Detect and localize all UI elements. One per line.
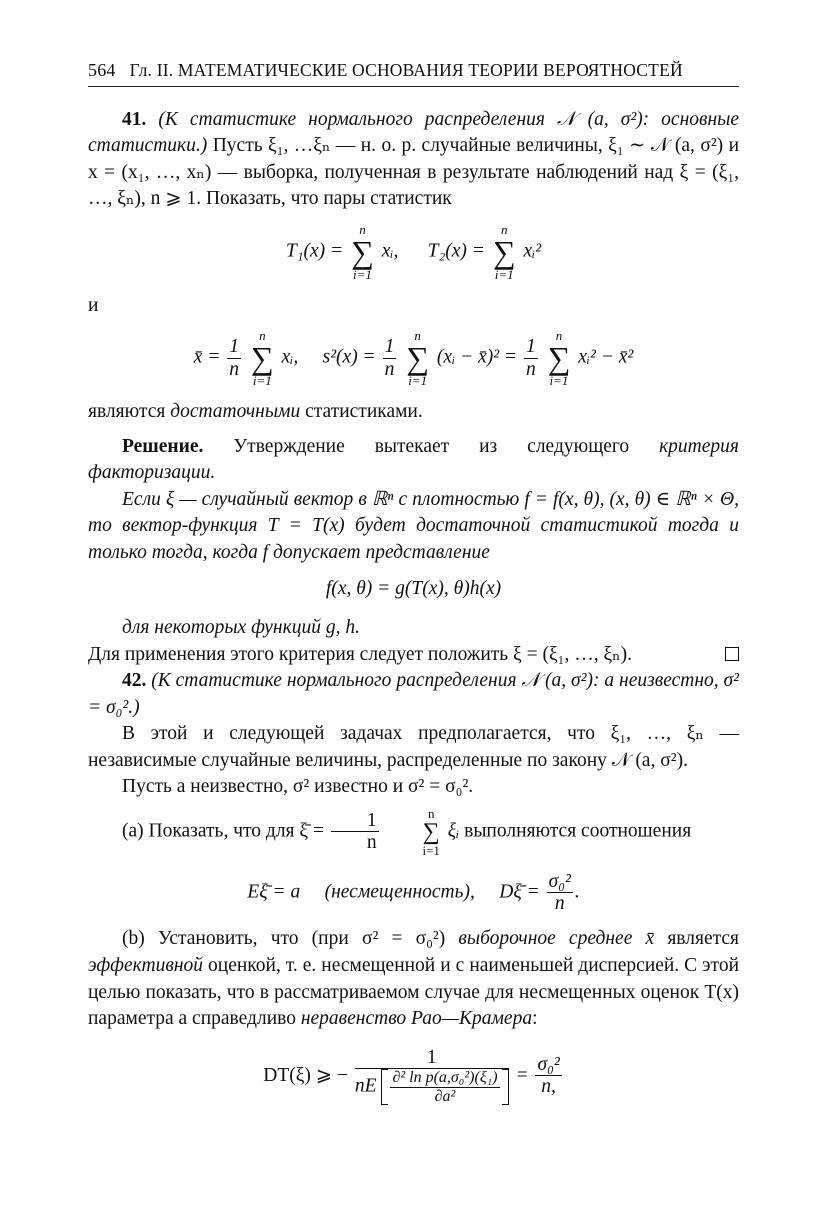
solution-final: [88, 642, 739, 669]
solution-emphasis: критерия факторизации.: [88, 435, 739, 484]
rao-cramer-left: DT(ξ) ⩾ −: [263, 1064, 349, 1086]
formula-t1-term: xᵢ,: [381, 240, 399, 262]
part-b-text-2: является: [654, 928, 739, 950]
formula-mean-variance: [88, 329, 739, 387]
fraction-denominator: [355, 1069, 509, 1105]
formula-t2-term: xᵢ²: [523, 240, 542, 262]
qed-square-icon: [725, 647, 739, 661]
sum-lower-limit: i=1: [252, 373, 272, 389]
conclusion-text: являются: [88, 401, 171, 423]
problem-41-conclusion: [88, 399, 739, 426]
solution-label: Решение.: [122, 435, 204, 457]
log-derivative-fraction: [390, 1069, 499, 1105]
fraction-sigma-over-n: [535, 1054, 561, 1098]
sum-symbol-4: n ∑ i=1: [406, 328, 430, 389]
fraction-numerator: σ₀²: [537, 1053, 560, 1075]
fraction-numerator: σ₀²: [548, 870, 571, 892]
conclusion-emphasis: достаточными: [170, 401, 301, 423]
conclusion-text-end: статистиками.: [300, 401, 423, 423]
fraction-denominator: ∂a²: [434, 1087, 456, 1105]
expectation-bracket: [381, 1069, 508, 1105]
relations-formula: Eξ̄ = a (несмещенность), Dξ̄ = $\frac{\text{σ₀²}}{n}$ .: [247, 870, 580, 915]
sum-upper-limit: n: [427, 805, 435, 821]
rao-cramer-den-prefix: nE: [354, 1075, 377, 1097]
sum-symbol-1: n ∑ i=1: [351, 221, 374, 282]
problem-42-part-a: [88, 807, 739, 857]
rao-cramer-formula: [88, 1047, 739, 1106]
unbiasedness-note: (несмещенность),: [324, 881, 475, 902]
fraction-1-over-n: [331, 810, 379, 854]
sum-upper-limit: n: [414, 328, 421, 344]
fraction-1-over-n: [227, 336, 241, 380]
part-b-text-1: (b) Установить, что (при σ² = σ₀²): [122, 928, 459, 950]
problem-41-text: Пусть ξ₁, …ξₙ — н. о. р. случайные величины, ξ₁ ∼ 𝒩 (a, σ²) и x = (x₁, …, xₙ) — выборка, полученная в результате наблюдений над ξ = (ξ₁, …, ξₙ), n ⩾ 1. Показать, что пары статистик: [88, 135, 740, 210]
solution-final-text: Для применения этого критерия следует положить ξ = (ξ₁, …, ξₙ).: [88, 643, 632, 665]
problem-42-part-b: [88, 926, 739, 1032]
fraction-numerator: 1: [229, 336, 240, 358]
sum-upper-limit: n: [359, 221, 366, 237]
fraction-denominator: n: [525, 358, 536, 380]
fraction-numerator: 1: [355, 1047, 509, 1069]
rao-cramer-eq: =: [515, 1064, 529, 1086]
part-b-emphasis-2: эффективной: [88, 954, 204, 976]
problem-41-number: 41.: [122, 108, 147, 130]
formula-t1-label: T₁(x) =: [285, 240, 344, 262]
factorization-criterion: Если ξ — случайный вектор в ℝⁿ с плотностью f = f(x, θ), (x, θ) ∈ ℝⁿ × Θ, то вектор-функция T = T(x) будет достаточной статистикой тогда и только тогда, когда f допускает представление: [88, 488, 739, 563]
fraction-denominator: n: [366, 832, 377, 854]
part-b-text-3: оценкой, т. е. несмещенной и с наименьшей дисперсией. С этой целью показать, что в рассматриваемом случае для несмещенных оценок T(x) параметра a справедливо: [88, 954, 739, 1030]
formula-variance-label: s²(x) =: [322, 346, 376, 368]
fraction-numerator: 1: [525, 336, 536, 358]
part-a-text-end: выполняются соотношения: [464, 820, 692, 842]
sum-lower-limit: i=1: [549, 373, 569, 389]
problem-42-condition: Пусть a неизвестно, σ² известно и σ² = σ₀².: [122, 776, 474, 798]
solution-intro: [88, 434, 739, 487]
fraction-denominator: n: [384, 358, 395, 380]
part-b-emphasis-1: выборочное среднее x̄: [458, 928, 655, 950]
running-header: [88, 58, 739, 87]
sum-lower-limit: i=1: [422, 842, 440, 858]
expectation-relation: Eξ̄ = a: [247, 881, 301, 902]
page-number: 564: [88, 60, 116, 80]
sum-upper-limit: n: [259, 328, 266, 344]
problem-42-assumption: В этой и следующей задачах предполагается, что ξ₁, …, ξₙ — независимые случайные величины, распределенные по закону 𝒩 (a, σ²).: [88, 723, 739, 771]
problem-42-statement: [88, 668, 739, 721]
fraction-denominator: n,: [541, 1076, 556, 1098]
formula-t2-label: T₂(x) =: [427, 240, 485, 262]
part-a-text: (a) Показать, что для ξ̄ =: [122, 820, 324, 842]
problem-42-number: 42.: [122, 670, 147, 692]
fraction-denominator: n: [554, 893, 565, 915]
criterion-tail: для некоторых функций g, h.: [122, 616, 360, 638]
fraction-1-over-n: [524, 336, 538, 380]
solution-text: Утверждение вытекает из следующего: [203, 435, 660, 457]
sum-symbol-3: n ∑ i=1: [250, 328, 274, 389]
formula-mean-label: x̄ =: [193, 346, 221, 368]
sum-symbol-6: n ∑ i=1: [388, 807, 439, 857]
variance-relation: Dξ̄ =: [499, 881, 540, 902]
formula-variance-rhs: xᵢ² − x̄²: [578, 346, 634, 368]
formula-t1-t2: [88, 223, 739, 281]
problem-42-title: (К статистике нормального распределения 𝒩 (a, σ²): a неизвестно, σ² = σ₀².): [88, 670, 739, 718]
sum-lower-limit: i=1: [353, 266, 372, 282]
fraction-numerator: 1: [384, 336, 395, 358]
problem-41-title: (К статистике нормального распределения 𝒩 (a, σ²): основные статистики.): [88, 108, 740, 157]
fraction-1-over-n: [383, 336, 397, 380]
part-a-term: ξᵢ: [447, 820, 460, 842]
sum-lower-limit: i=1: [408, 373, 428, 389]
fraction-numerator: ∂² ln p(a,σ₀²)(ξ₁): [392, 1068, 498, 1086]
rao-cramer-main-fraction: [355, 1047, 509, 1106]
sum-symbol-5: n ∑ i=1: [547, 328, 571, 389]
running-title: Гл. II. МАТЕМАТИЧЕСКИЕ ОСНОВАНИЯ ТЕОРИИ ВЕРОЯТНОСТЕЙ: [129, 60, 683, 80]
and-word: и: [88, 294, 99, 316]
part-b-emphasis-3: неравенство Рао—Крамера: [300, 1008, 533, 1030]
fraction-numerator: 1: [331, 810, 379, 832]
factorization-formula: f(x, θ) = g(T(x), θ)h(x): [325, 578, 502, 600]
page: [88, 58, 739, 1117]
sum-upper-limit: n: [500, 221, 508, 237]
formula-mean-term: xᵢ,: [281, 346, 299, 368]
sum-lower-limit: i=1: [494, 266, 514, 282]
fraction-sigma-over-n: [547, 871, 573, 915]
part-b-text-4: :: [532, 1008, 538, 1030]
sum-symbol-2: n ∑ i=1: [492, 221, 516, 282]
formula-variance-term: (xᵢ − x̄)² =: [436, 346, 518, 368]
sum-upper-limit: n: [555, 328, 563, 344]
fraction-denominator: n: [229, 358, 240, 380]
problem-41-statement: [88, 107, 739, 213]
